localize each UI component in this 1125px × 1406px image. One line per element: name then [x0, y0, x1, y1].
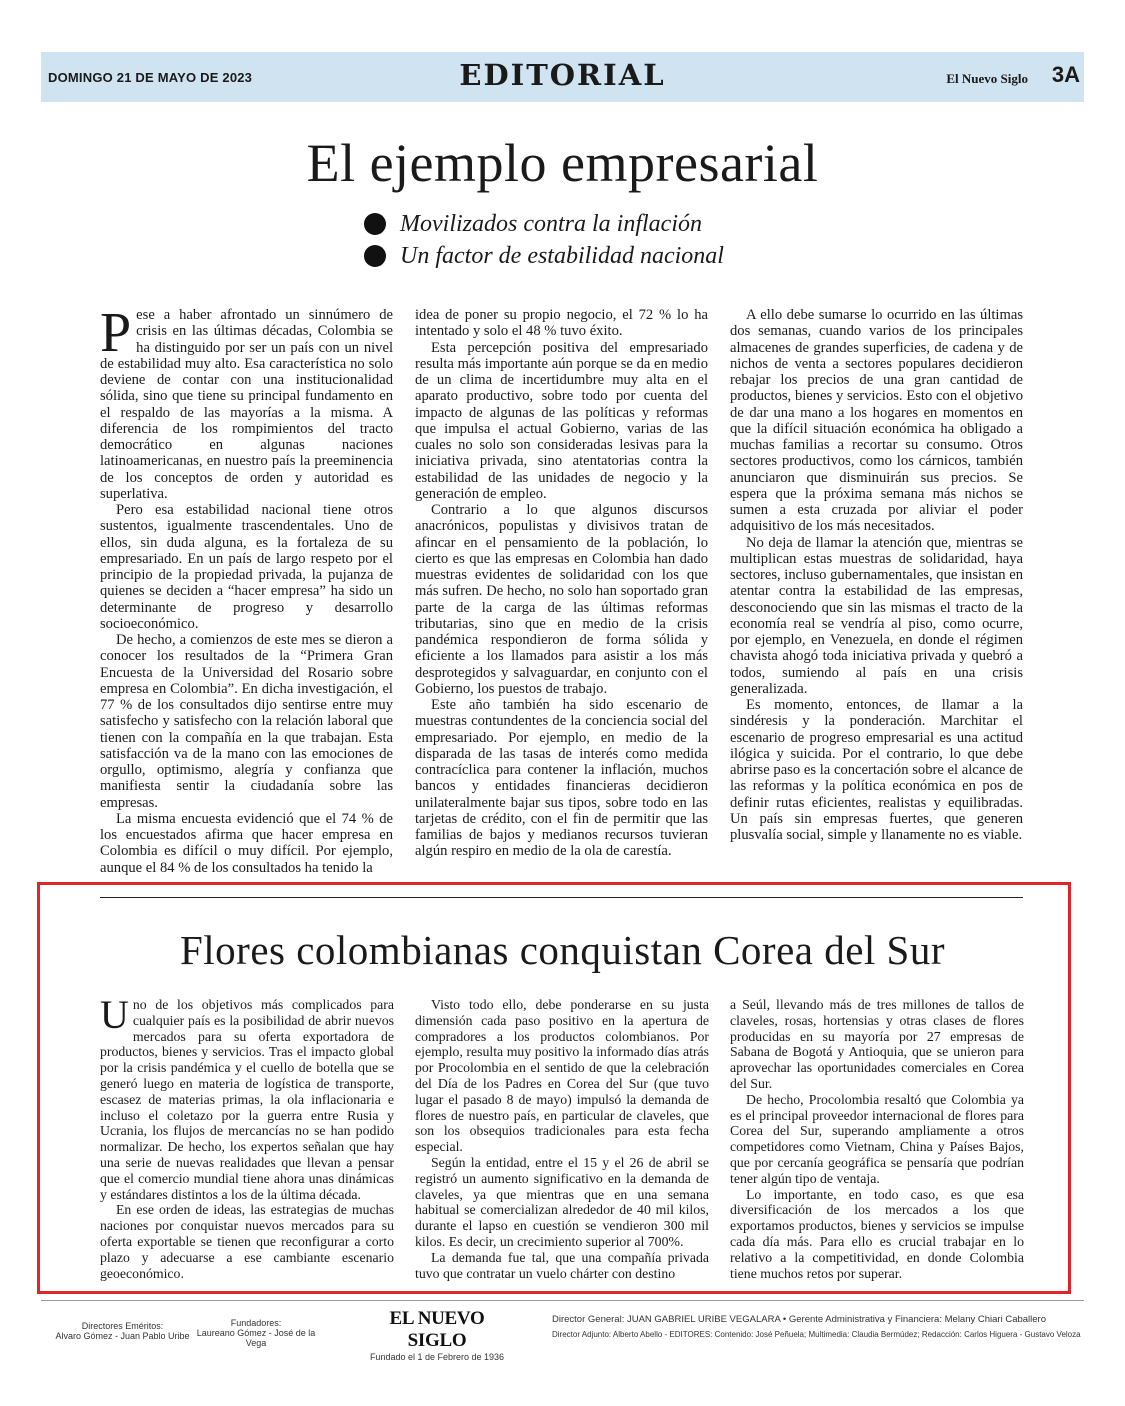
paragraph: Lo importante, en todo caso, es que esa diversificación de los mercados a los que exportamos productos, bienes y servicios se impulse cada día más. Para ello es crucial trabajar en lo relativo a la competitividad, en donde Colombia tiene muchos retos por superar.	[730, 1186, 1024, 1281]
editorial-column-1	[100, 302, 393, 876]
bullet-dot-icon	[364, 213, 386, 235]
footer-masthead	[362, 1308, 512, 1362]
footer-emeritos	[55, 1321, 190, 1341]
paragraph: Contrario a lo que algunos discursos anacrónicos, populistas y divisivos tratan de afincar en el pensamiento de la población, lo cierto es que las empresas en Colombia han dado muestras evidentes de solidaridad con los que más sufren. De hecho, no solo han soportado gran parte de la carga de las últimas reformas tributarias, sino que en medio de la crisis pandémica respondieron de forma sólida y eficiente a los llamados para asistir a los más desprotegidos y salvaguardar, en conjunto con el Gobierno, los puestos de trabajo.	[415, 502, 708, 697]
editorial2-column-1	[100, 992, 394, 1281]
footer-fundadores	[192, 1318, 320, 1348]
page-number: 3A	[1051, 62, 1080, 87]
issue-date: DOMINGO 21 DE MAYO DE 2023	[48, 70, 253, 85]
editorial-column-3	[730, 307, 1023, 843]
editorial-title-2: Flores colombianas conquistan Corea del Sur	[179, 927, 946, 973]
subhead-item	[364, 208, 724, 240]
footer-names: Laureano Gómez - José de la Vega	[196, 1328, 316, 1348]
section-title: EDITORIAL	[459, 58, 666, 92]
paragraph: idea de poner su propio negocio, el 72 % lo ha intentado y solo el 48 % tuvo éxito.	[415, 307, 708, 340]
paragraph: A ello debe sumarse lo ocurrido en las últimas dos semanas, cuando varios de los principales almacenes de grandes superficies, de cadena y de nichos de venta a sectores populares decidieron rebajar los precios de una gran cantidad de productos, bienes y servicios. Esto con el objetivo de dar una mano a los hogares en momentos en que la difícil situación económica ha obligado a muchas familias a recortar su consumo. Otros sectores productivos, como los cárnicos, también anunciaron que disminuirán sus precios. Se espera que la próxima semana más nichos se sumen a esta cruzada por aliviar el poder adquisitivo de los más necesitados.	[730, 307, 1023, 535]
paragraph: De hecho, Procolombia resaltó que Colombia ya es el principal proveedor internacional de flores para Corea del Sur, superando ampliamente a otros competidores como Vietnam, China y Países Bajos, que por cercanía geográfica se pensaría que podrían tener algún tipo de ventaja.	[730, 1091, 1024, 1186]
footer-label: Fundadores:	[230, 1318, 282, 1328]
footer-label: Directores Eméritos:	[81, 1321, 164, 1331]
staff-line: Director Adjunto: Alberto Abello - EDITORES: Contenido: José Peñuela; Multimedia: Claudia Bermúdez; Redacción: Carlos Higuera - Gustavo Veloza	[552, 1330, 1081, 1339]
paragraph: La demanda fue tal, que una compañía privada tuvo que contratar un vuelo chárter con destino	[415, 1249, 709, 1281]
paragraph: Uno de los objetivos más complicados para cualquier país es la posibilidad de abrir nuevos mercados para su oferta exportadora de productos, bienes y servicios. Tras el impacto global por la crisis pandémica y el cuello de botella que se generó luego en materia de logística de transporte, escasez de materias primas, la ola inflacionaria e incluso el coletazo por la guerra entre Rusia y Ucrania, los flujos de mercancías no se han podido normalizar. De hecho, los expertos señalan que hay una serie de nuevas realidades que llevan a pensar que el comercio mundial tiene ahora unas dinámicas y estándares distintos a los de la última década.	[100, 992, 394, 1202]
editorial-column-2	[415, 307, 708, 860]
footer-staff	[552, 1314, 1081, 1339]
founded-date: Fundado el 1 de Febrero de 1936	[369, 1352, 505, 1362]
paragraph: La misma encuesta evidenció que el 74 % de los encuestados afirma que hacer empresa en Colombia es difícil o muy difícil. Por ejemplo, aunque el 84 % de los consultados ha tenido la	[100, 810, 393, 876]
paragraph: Este año también ha sido escenario de muestras contundentes de la conciencia social del empresariado. Por ejemplo, en medio de la disparada de las tasas de interés como medida contracíclica para contener la inflación, muchos bancos y entidades financieras decidieron unilateralmente bajar sus tipos, sobre todo en las tarjetas de crédito, con el fin de permitir que las familias de bajos y medianos recursos tuvieran algún respiro en medio de la ola de carestía.	[415, 697, 708, 860]
paragraph: No deja de llamar la atención que, mientras se multiplican estas muestras de solidaridad, haya sectores, incluso gubernamentales, que insistan en atentar contra la estabilidad de las empresas, desconociendo que sin las mismas el tracto de la economía real se vendría al piso, como ocurre, por ejemplo, en Venezuela, en donde el régimen chavista ahogó toda iniciativa privada y quebró a todos, sumiendo al país en una crisis generalizada.	[730, 534, 1024, 697]
section-divider	[100, 897, 1023, 898]
page-header	[41, 52, 1084, 102]
paragraph: a Seúl, llevando más de tres millones de tallos de claveles, rosas, hortensias y otras clases de flores producidas en su mayoría por 27 empresas de Sabana de Bogotá y Antioquia, que se unieron para aprovechar las oportunidades comerciales en Corea del Sur.	[730, 997, 1024, 1091]
paragraph: Es momento, entonces, de llamar a la sindéresis y la ponderación. Marchitar el escenario de progreso empresarial es una actitud ilógica y suicida. Por el contrario, lo que debe abrirse paso es la concertación sobre el alcance de las reformas y la política económica en pos de definir rutas eficientes, realistas y equilibradas. Un país sin empresas fuertes, que generen plusvalía social, simple y llanamente no es viable.	[730, 697, 1023, 843]
drop-cap: P	[100, 302, 132, 364]
subhead-text: Un factor de estabilidad nacional	[400, 242, 724, 269]
newspaper-logo: EL NUEVO SIGLO	[389, 1308, 485, 1351]
footer-divider	[41, 1300, 1084, 1301]
drop-cap: U	[100, 992, 129, 1037]
paragraph: Pese a haber afrontado un sinnúmero de crisis en las últimas décadas, Colombia se ha distinguido por ser un país con un nivel de estabilidad muy alto. Esa característica no solo deviene de contar con una institucionalidad sólida, sino que tiene su principal fundamento en el respaldo de las mayorías a la misma. A diferencia de los rompimientos del tracto democrático en algunas naciones latinoamericanas, en nuestro país la preeminencia de los conceptos de orden y autoridad es superlativa.	[100, 302, 393, 502]
paragraph: En ese orden de ideas, las estrategias de muchas naciones por conquistar nuevos mercados para su oferta exportable se tienen que reconfigurar a corto plazo y adecuarse a ese cambiante escenario geoeconómico.	[100, 1202, 394, 1281]
paragraph: Pero esa estabilidad nacional tiene otros sustentos, igualmente trascendentales. Uno de ellos, sin duda alguna, es la fortaleza de su empresariado. En un país de largo respeto por el principio de la propiedad privada, la pujanza de quienes se deciden a “hacer empresa” ha sido un determinante de progreso y desarrollo socioeconómico.	[100, 502, 393, 632]
subhead-text: Movilizados contra la inflación	[400, 210, 702, 237]
paragraph: De hecho, a comienzos de este mes se dieron a conocer los resultados de la “Primera Gran Encuesta de la Universidad del Rosario sobre empresa en Colombia”. En dicha investigación, el 77 % de los consultados dijo sentirse entre muy satisfecho y satisfecho con la relación laboral que tienen con la compañía en la que trabajan. Esta satisfacción va de la mano con las emociones de orgullo, optimismo, alegría y confianza que manifiesta sentir la ciudadanía sobre las empresas.	[100, 632, 393, 811]
editorial-title: El ejemplo empresarial	[306, 133, 819, 193]
footer-names: Alvaro Gómez - Juan Pablo Uribe	[55, 1331, 190, 1341]
director-line: Director General: JUAN GABRIEL URIBE VEGALARA • Gerente Administrativa y Financiera: Melany Chiari Caballero	[552, 1314, 1046, 1325]
bullet-dot-icon	[364, 245, 386, 267]
subhead-item	[364, 240, 724, 272]
newspaper-name: El Nuevo Siglo	[946, 71, 1028, 86]
paragraph: Esta percepción positiva del empresariado resulta más importante aún porque se da en medio de un clima de incertidumbre muy alta en el aparato productivo, sobre todo por cuenta del impacto de algunas de las políticas y reformas que impulsa el actual Gobierno, varias de las cuales no solo son consideradas lesivas para la iniciativa privada, sino atentatorias contra la estabilidad de las unidades de negocio y la generación de empleo.	[415, 339, 708, 502]
editorial2-column-3	[730, 997, 1024, 1281]
editorial2-column-2	[415, 997, 709, 1281]
paragraph: Según la entidad, entre el 15 y el 26 de abril se registró un aumento significativo en la demanda de claveles, ya que mientras que en una semana habitual se comercializan alrededor de 40 mil kilos, durante el lapso en cuestión se vendieron 300 mil kilos. Es decir, un crecimiento superior al 700%.	[415, 1154, 709, 1249]
editorial-subheads	[364, 208, 724, 272]
paragraph: Visto todo ello, debe ponderarse en su justa dimensión cada paso positivo en la apertura de compradores a los productos colombianos. Por ejemplo, resulta muy positivo la informado días atrás por Procolombia en el sentido de que la celebración del Día de los Padres en Corea del Sur (que tuvo lugar el pasado 8 de mayo) impulsó la demanda de flores de nuestro país, en particular de claveles, que son los obsequios tradicionales para esta fecha especial.	[415, 997, 709, 1155]
